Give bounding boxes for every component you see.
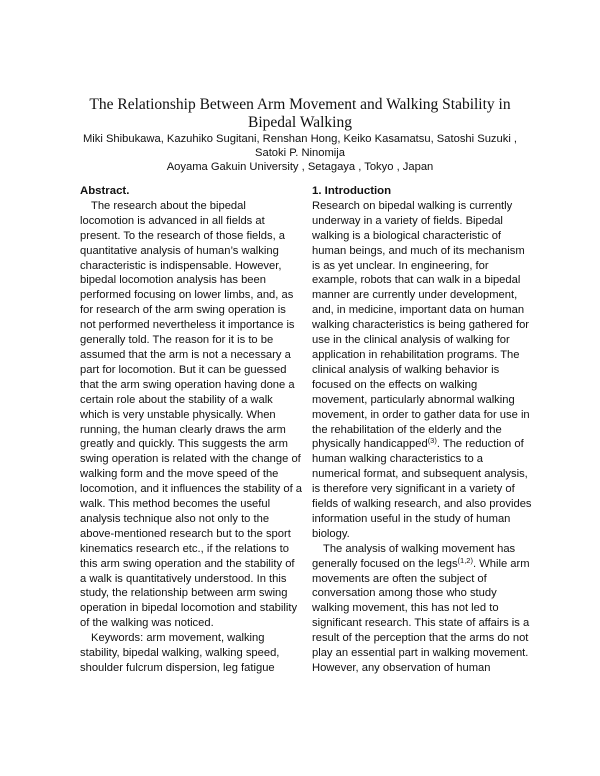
intro-paragraph-2: [312, 542, 534, 676]
intro-p1-text-b: . The reduction of human walking characteristics to a numerical format, and subsequent analysis, is therefore very significant in a variety of fields of walking research, and also provides information useful in the study of human biology.: [312, 438, 532, 540]
authors-line-2: Satoki P. Ninomija: [255, 147, 345, 159]
citation-1-2: (1,2): [457, 555, 473, 565]
authors: [60, 132, 540, 160]
keywords: Keywords: arm movement, walking stability, bipedal walking, walking speed, shoulder fulcrum dispersion, leg fatigue: [80, 632, 280, 674]
left-column: [80, 184, 302, 676]
abstract-heading: Abstract.: [80, 185, 130, 197]
paper-title: [60, 96, 540, 132]
intro-p2-text-b: . While arm movements are often the subject of conversation among those who study walking movement, this has not led to significant research. This state of affairs is a result of the perception that the arms do not play an essential part in walking movement. However, any observation of human: [312, 557, 530, 674]
abstract-body: The research about the bipedal locomotion is advanced in all fields at present. To the research of those fields, a quantitative analysis of human’s walking characteristic is indispensable. However, bipedal locomotion analysis has been performed focusing on lower limbs, and, as for research of the arm swing operation is not performed nevertheless it importance is generally told. The reason for it is to be assumed that the arm is not a necessary a part for locomotion. But it can be guessed that the arm swing operation having done a certain role about the stability of a walk which is very unstable physically. When running, the human clearly draws the arm greatly and quickly. This suggests the arm swing operation is related with the change of walking form and the move speed of the locomotion, and it influences the stability of a walk. This method becomes the useful analysis technique also not only to the above-mentioned research but to the sport kinematics research etc., if the relations to this arm swing operation and the stability of a walk is quantitatively understood. In this study, the relationship between arm swing operation in bipedal locomotion and stability of the walking was noticed.: [80, 199, 303, 630]
intro-paragraph-1: [312, 199, 534, 542]
authors-line-1: Miki Shibukawa, Kazuhiko Sugitani, Renshan Hong, Keiko Kasamatsu, Satoshi Suzuki ,: [82, 133, 518, 145]
title-line-1: The Relationship Between Arm Movement and Walking Stability in: [89, 96, 511, 113]
citation-3: (3): [427, 436, 437, 446]
right-column: [312, 184, 534, 676]
intro-p2-text-a: The analysis of walking movement has generally focused on the legs: [312, 542, 516, 570]
intro-p1-text-a: Research on bipedal walking is currently underway in a variety of fields. Bipedal walking is a biological characteristic of human beings, and much of its mechanism is as yet unclear. In engineering, for example, robots that can walk in a bipedal manner are currently under development, and, in medicine, important data on human walking characteristics is being gathered for use in the clinical analysis of walking for application in rehabilitation programs. The clinical analysis of walking behavior is focused on the effects on walking movement, particularly abnormal walking movement, in order to gather data for use in the rehabilitation of the elderly and the physically handicapped: [312, 199, 530, 451]
title-line-2: Bipedal Walking: [248, 114, 352, 131]
introduction-heading: 1. Introduction: [312, 185, 392, 197]
affiliation: Aoyama Gakuin University , Setagaya , Tokyo , Japan: [166, 161, 434, 173]
